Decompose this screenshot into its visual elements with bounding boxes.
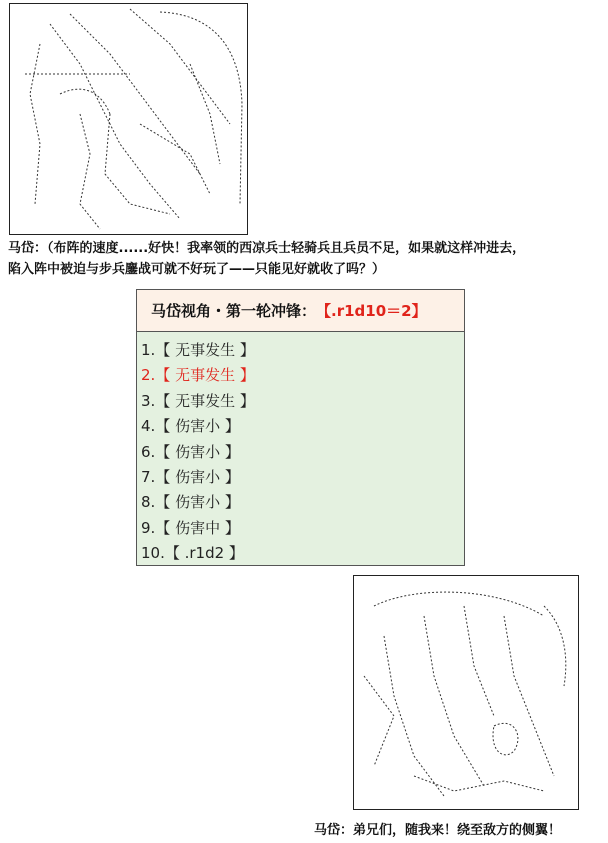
dice-roll-result: 【.r1d10＝2】 [316,302,427,320]
dice-outcome-item: 2.【 无事发生 】 [141,366,255,385]
dice-outcome-item: 10.【 .r1d2 】 [141,544,244,563]
dice-outcome-item: 3.【 无事发生 】 [141,391,255,410]
ascii-art-character-illustration [354,576,578,809]
ascii-art-top-panel [9,3,248,235]
dialogue-bottom [314,820,561,841]
dice-outcome-item: 1.【 无事发生 】 [141,341,255,359]
ascii-art-character-illustration [10,4,247,234]
dice-roll-header [137,290,464,332]
dice-roll-title: 马岱视角・第一轮冲锋： [151,302,317,320]
dice-outcome-item: 9.【 伤害中 】 [141,518,240,537]
dialogue-top-line-2: 陷入阵中被迫与步兵鏖战可就不好玩了——只能见好就收了吗？） [8,262,386,277]
dice-outcome-list [137,332,464,567]
dice-outcome-item: 8.【 伤害小 】 [141,493,240,512]
dialogue-top-line-1: 马岱：（布阵的速度......好快！我率领的西凉兵士轻骑兵且兵员不足，如果就这样冲进去， [8,241,526,256]
dice-outcome-item: 7.【 伤害小 】 [141,468,240,487]
dice-outcome-item: 6.【 伤害小 】 [141,442,240,461]
ascii-art-bottom-panel [353,575,579,810]
dice-roll-box [136,289,465,566]
dialogue-bottom-line-1: 马岱：弟兄们，随我来！绕至敌方的侧翼！ [314,823,562,838]
dice-outcome-item: 4.【 伤害小 】 [141,417,240,436]
dialogue-top [8,238,525,280]
